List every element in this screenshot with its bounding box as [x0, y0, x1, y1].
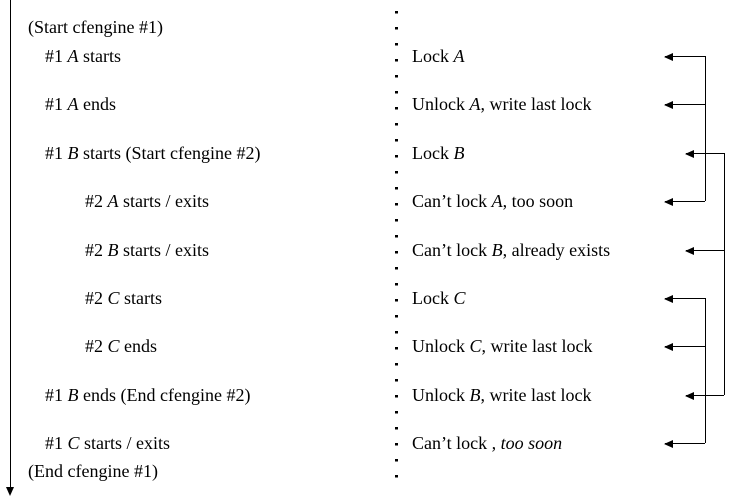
event-text: ends (End cfengine #2) — [78, 385, 251, 405]
arrow-unlock-a — [665, 104, 705, 105]
action-variable: A — [453, 46, 465, 66]
event-text: starts / exits — [118, 191, 209, 211]
event-text: starts (Start cfengine #2) — [78, 143, 261, 163]
action-text: Unlock — [412, 336, 470, 356]
action-variable: C — [453, 288, 466, 308]
action-text: , write last lock — [481, 336, 593, 356]
lock-action — [412, 93, 591, 115]
action-variable: A — [491, 191, 503, 211]
action-text: Unlock — [412, 385, 470, 405]
action-variable: B — [453, 143, 465, 163]
time-axis-line — [10, 0, 11, 488]
lock-action — [412, 239, 610, 261]
arrow-cant-lock-c — [665, 443, 705, 444]
left-arrowhead-icon — [685, 392, 694, 400]
lock-action — [412, 335, 593, 357]
timeline-event — [45, 432, 170, 454]
timeline-event — [85, 287, 162, 309]
timeline-event — [28, 460, 158, 482]
event-text: ends — [78, 94, 116, 114]
lock-action — [412, 384, 591, 406]
timeline-event — [45, 93, 116, 115]
lock-c-connector-line — [705, 298, 706, 443]
event-text: starts — [78, 46, 121, 66]
event-variable: C — [107, 336, 120, 356]
timeline-event — [85, 335, 157, 357]
down-arrowhead-icon — [6, 487, 14, 496]
arrow-cant-lock-a — [665, 201, 705, 202]
left-arrowhead-icon — [664, 198, 673, 206]
arrow-lock-a — [665, 56, 705, 57]
lock-action — [412, 45, 464, 67]
event-text: (End cfengine #1) — [28, 461, 158, 481]
event-text: #1 — [45, 143, 68, 163]
action-text: , too soon — [502, 191, 574, 211]
event-text: #2 — [85, 191, 108, 211]
event-text: #1 — [45, 385, 68, 405]
left-arrowhead-icon — [664, 53, 673, 61]
event-text: starts — [119, 288, 163, 308]
action-text: Can’t lock — [412, 191, 492, 211]
action-variable: B — [491, 240, 503, 260]
timeline-event — [45, 384, 250, 406]
action-variable: , too soon — [491, 433, 563, 453]
timeline-event — [45, 142, 260, 164]
lock-b-connector-line — [724, 153, 725, 395]
left-arrowhead-icon — [664, 343, 673, 351]
event-variable: C — [67, 433, 80, 453]
timeline-event — [85, 190, 209, 212]
action-text: Unlock — [412, 94, 470, 114]
event-text: #1 — [45, 46, 68, 66]
lock-action — [412, 432, 562, 454]
action-variable: A — [469, 94, 481, 114]
event-variable: A — [107, 191, 119, 211]
lock-action — [412, 287, 466, 309]
left-arrowhead-icon — [685, 247, 694, 255]
action-variable: B — [469, 385, 481, 405]
lock-a-connector-line — [705, 56, 706, 201]
dotted-divider-line — [395, 11, 398, 479]
action-text: Lock — [412, 46, 454, 66]
left-arrowhead-icon — [664, 440, 673, 448]
event-text: #2 — [85, 288, 108, 308]
event-text: ends — [119, 336, 158, 356]
event-variable: B — [107, 240, 119, 260]
action-text: Lock — [412, 288, 454, 308]
left-arrowhead-icon — [664, 101, 673, 109]
action-text: , already exists — [502, 240, 611, 260]
action-text: Can’t lock — [412, 240, 492, 260]
timeline-event — [28, 16, 163, 38]
arrow-unlock-c — [665, 346, 705, 347]
event-variable: A — [67, 46, 79, 66]
arrow-cant-lock-b — [686, 250, 724, 251]
timeline-event — [45, 45, 121, 67]
arrow-lock-c — [665, 298, 705, 299]
event-text: (Start cfengine #1) — [28, 17, 163, 37]
left-arrowhead-icon — [685, 150, 694, 158]
event-text: starts / exits — [79, 433, 171, 453]
action-text: , write last lock — [480, 94, 592, 114]
event-text: #2 — [85, 240, 108, 260]
action-text: Can’t lock — [412, 433, 492, 453]
lock-action — [412, 190, 573, 212]
action-text: , write last lock — [480, 385, 592, 405]
event-text: #1 — [45, 94, 68, 114]
event-text: starts / exits — [118, 240, 209, 260]
left-arrowhead-icon — [664, 295, 673, 303]
timeline-event — [85, 239, 209, 261]
lock-action — [412, 142, 464, 164]
event-text: #2 — [85, 336, 108, 356]
arrow-lock-b — [686, 153, 724, 154]
action-variable: C — [469, 336, 482, 356]
event-variable: B — [67, 143, 79, 163]
event-variable: B — [67, 385, 79, 405]
event-text: #1 — [45, 433, 68, 453]
event-variable: A — [67, 94, 79, 114]
event-variable: C — [107, 288, 120, 308]
action-text: Lock — [412, 143, 454, 163]
